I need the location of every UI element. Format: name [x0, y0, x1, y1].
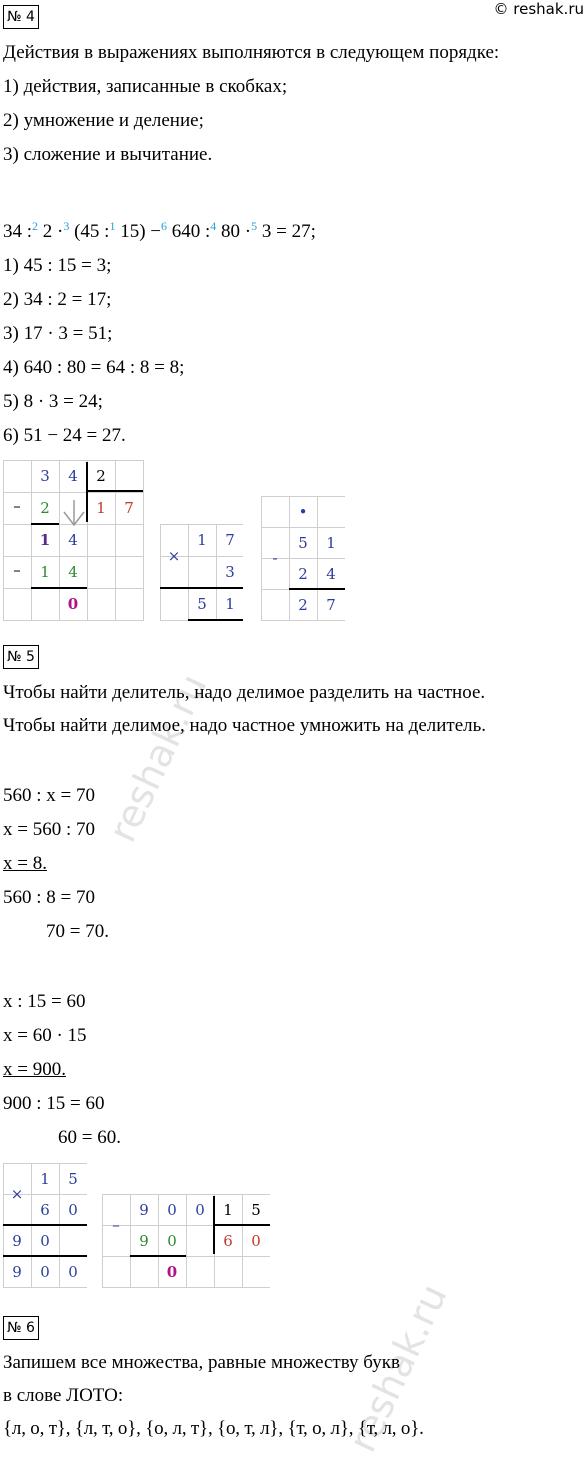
digit: 9: [12, 1232, 22, 1250]
digit: 0: [68, 1263, 78, 1281]
mult-sign: ×: [167, 547, 181, 565]
task-badge-5: № 5: [3, 645, 39, 669]
watermark: reshak.ru: [340, 1277, 456, 1459]
digit: 1: [326, 534, 336, 552]
order-2: 3: [63, 219, 70, 233]
quotient-digit: 1: [96, 499, 106, 517]
digit: 2: [40, 499, 50, 517]
eq1-line2: x = 560 : 70: [3, 819, 95, 840]
division-grid-5: [102, 1194, 270, 1288]
digit: 0: [40, 1232, 50, 1250]
digit: 9: [139, 1201, 149, 1219]
step-6: 6) 51 − 24 = 27.: [3, 425, 126, 446]
eq2-answer: x = 900.: [3, 1059, 66, 1080]
divider-line: [188, 619, 243, 621]
divider-line: [3, 1255, 87, 1257]
divider-line: [160, 587, 243, 589]
task6-text-2: в слове ЛОТО:: [3, 1385, 124, 1406]
step-2: 2) 34 : 2 = 17;: [3, 289, 112, 310]
digit: 4: [68, 467, 78, 485]
task-badge-4: № 4: [3, 5, 39, 29]
rule-dividend: Чтобы найти делимое, надо частное умножить на делитель.: [3, 715, 487, 736]
digit: 5: [298, 534, 308, 552]
rule-1: 1) действия, записанные в скобках;: [3, 76, 288, 97]
borrow-dot: •: [298, 503, 308, 521]
eq2-check-result: 60 = 60.: [58, 1127, 121, 1148]
digit: 0: [167, 1232, 177, 1250]
order-6: 5: [251, 219, 258, 233]
step-4: 4) 640 : 80 = 64 : 8 = 8;: [3, 357, 185, 378]
division-grid-4: [3, 460, 144, 621]
task-badge-6: № 6: [3, 1316, 39, 1340]
step-1: 1) 45 : 15 = 3;: [3, 255, 112, 276]
digit: 4: [326, 565, 336, 583]
digit: 1: [39, 531, 51, 549]
divisor-digit: 5: [251, 1201, 261, 1219]
remainder: 0: [67, 595, 79, 613]
intro-text: Действия в выражениях выполняются в следующем порядке:: [3, 42, 500, 63]
eq1-line1: 560 : x = 70: [3, 785, 95, 806]
digit: 7: [326, 596, 336, 614]
divisor-digit: 2: [96, 467, 106, 485]
rule-3: 3) сложение и вычитание.: [3, 144, 213, 165]
digit: 2: [298, 596, 308, 614]
digit: 6: [40, 1201, 50, 1219]
eq1-check: 560 : 8 = 70: [3, 887, 95, 908]
minus-sign: –: [13, 561, 21, 579]
digit: 1: [197, 531, 207, 549]
mult-sign: ×: [10, 1185, 24, 1203]
rule-2: 2) умножение и деление;: [3, 110, 204, 131]
digit: 2: [298, 565, 308, 583]
divider-line: [214, 1224, 270, 1226]
digit: 7: [225, 531, 235, 549]
digit: 3: [225, 563, 235, 581]
digit: 1: [40, 563, 50, 581]
minus-sign: –: [112, 1216, 120, 1234]
remainder: 0: [166, 1263, 178, 1281]
digit: 3: [40, 467, 50, 485]
divider-line: [289, 588, 345, 590]
divider-line: [130, 1255, 186, 1257]
order-4: 6: [161, 219, 168, 233]
sub-grid-4: [261, 496, 345, 621]
digit: 1: [40, 1170, 50, 1188]
digit: 4: [68, 531, 78, 549]
arrow-down-icon: [61, 498, 87, 528]
rule-divisor: Чтобы найти делитель, надо делимое разделить на частное.: [3, 682, 486, 703]
digit: 4: [68, 563, 78, 581]
digit: 5: [68, 1170, 78, 1188]
digit: 0: [195, 1201, 205, 1219]
digit: 1: [225, 595, 235, 613]
digit: 9: [12, 1263, 22, 1281]
step-3: 3) 17 · 3 = 51;: [3, 323, 113, 344]
eq2-check: 900 : 15 = 60: [3, 1093, 105, 1114]
divider-line: [31, 587, 87, 589]
quotient-digit: 0: [251, 1232, 261, 1250]
minus-sign: -: [272, 549, 278, 567]
divisor-digit: 1: [223, 1201, 233, 1219]
digit: 5: [197, 595, 207, 613]
task6-sets: {л, о, т}, {л, т, о}, {о, л, т}, {о, т, л}, {т, о, л}, {т, л, о}.: [3, 1418, 424, 1439]
quotient-digit: 7: [124, 499, 134, 517]
digit: 0: [40, 1263, 50, 1281]
expression: 34 :$^2$ 2 ·$^3$ (45 :$^1$ 15) −$^6$ 640 :$^4$ 80 ·$^5$ 3 = 27;: [3, 219, 316, 242]
digit: 0: [167, 1201, 177, 1219]
eq1-check-result: 70 = 70.: [46, 921, 109, 942]
copyright: © reshak.ru: [493, 0, 584, 18]
task6-text-1: Запишем все множества, равные множеству букв: [3, 1352, 400, 1373]
watermark: reshak.ru: [100, 667, 216, 849]
digit: 9: [139, 1232, 149, 1250]
order-3: 1: [109, 219, 116, 233]
order-1: 2: [32, 219, 39, 233]
eq2-line1: x : 15 = 60: [3, 991, 86, 1012]
eq2-line2: x = 60 · 15: [3, 1025, 87, 1046]
divider-line: [87, 490, 143, 492]
mult-grid-4: [160, 524, 243, 621]
quotient-digit: 6: [223, 1232, 233, 1250]
step-5: 5) 8 · 3 = 24;: [3, 391, 103, 412]
mult-grid-5: [3, 1163, 87, 1288]
minus-sign: –: [13, 497, 21, 515]
digit: 0: [68, 1201, 78, 1219]
eq1-answer: x = 8.: [3, 853, 47, 874]
divider-line: [31, 523, 59, 525]
divider-line: [3, 1224, 87, 1226]
order-5: 4: [210, 219, 217, 233]
